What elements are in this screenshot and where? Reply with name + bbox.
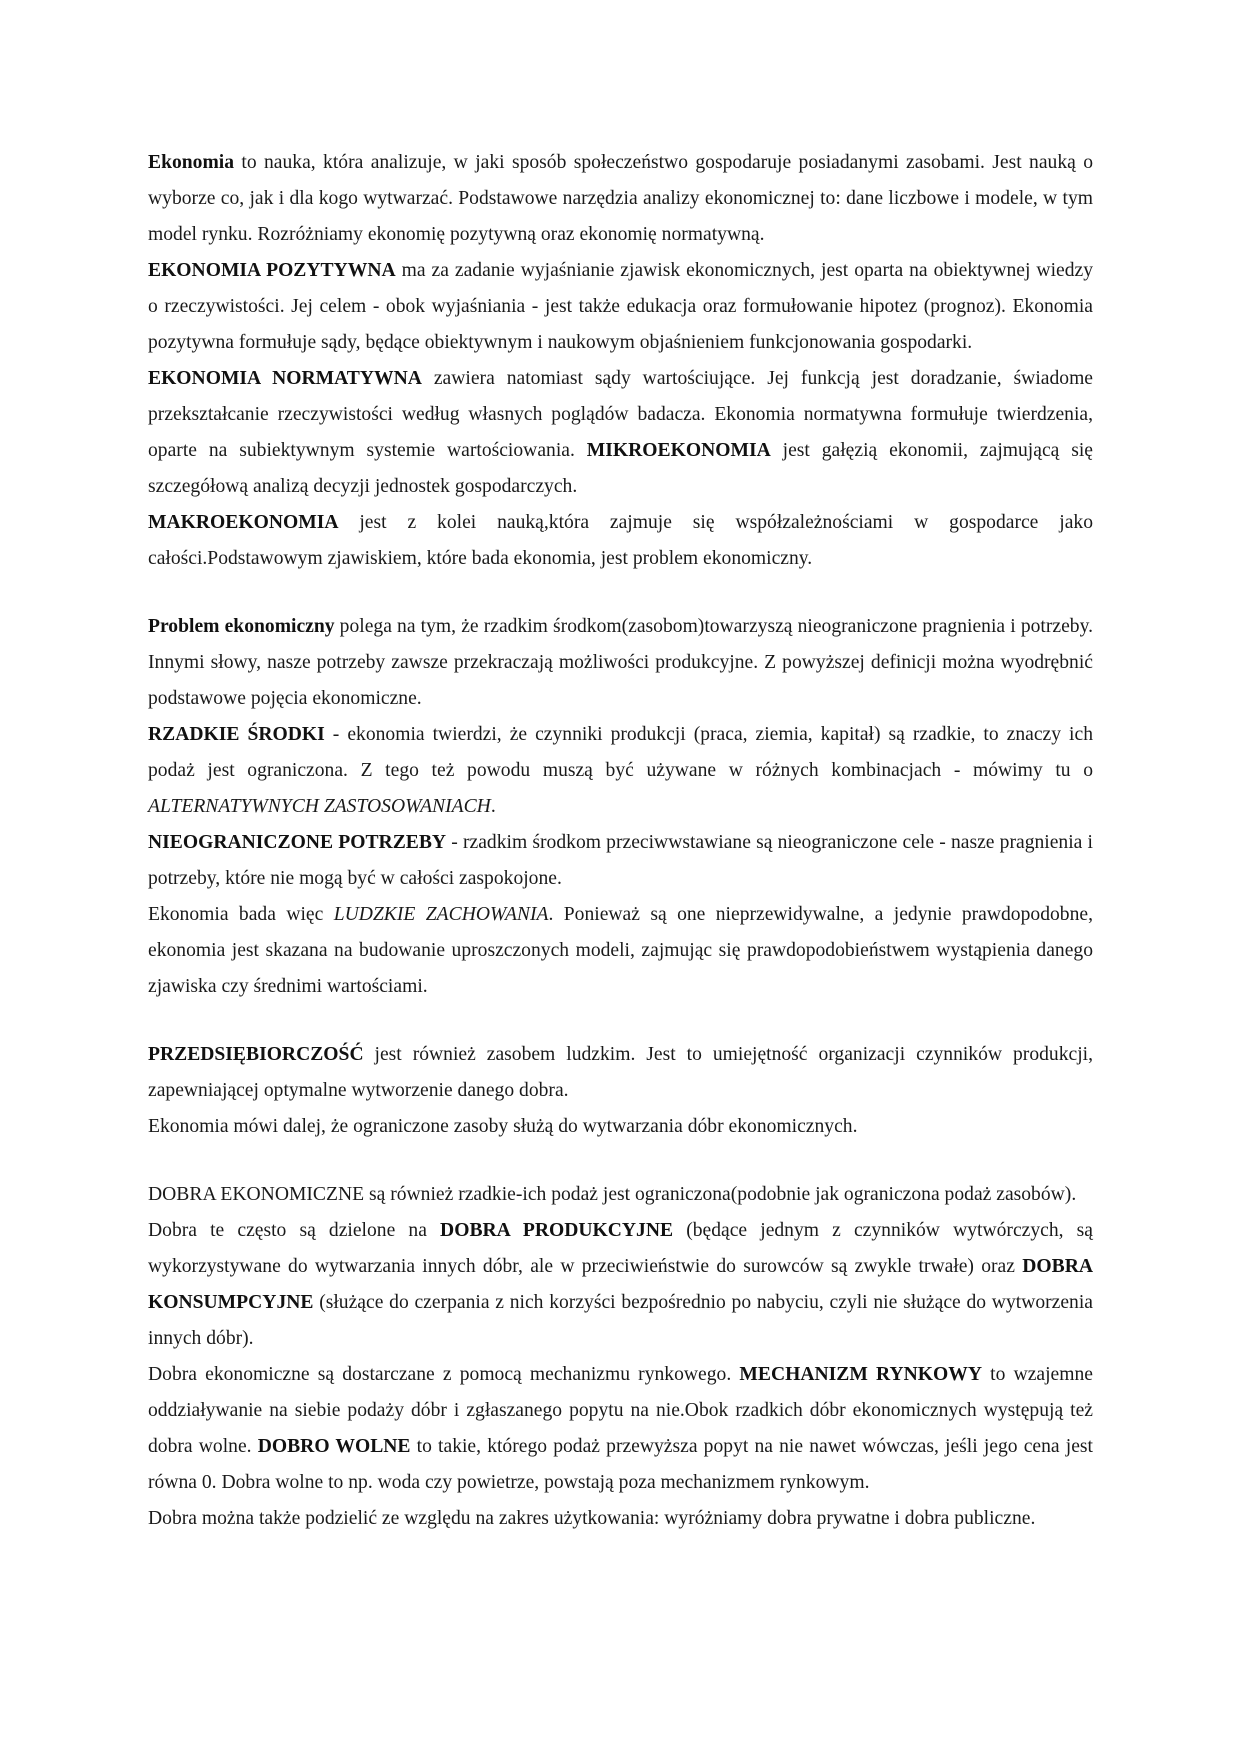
paragraph (148, 145, 1093, 253)
paragraph (148, 1213, 1093, 1357)
document-body (148, 145, 1093, 1537)
paragraph (148, 361, 1093, 505)
bold-term: DOBRO WOLNE (257, 1436, 411, 1457)
bold-term: DOBRA PRODUKCYJNE (440, 1220, 674, 1241)
paragraph (148, 1177, 1093, 1213)
text-run: (służące do czerpania z nich korzyści bezpośrednio po nabyciu, czyli nie służące do wytworzenia innych dóbr). (148, 1292, 1093, 1349)
text-run: Dobra te często są dzielone na (148, 1220, 441, 1241)
text-run: - rzadkim środkom przeciwwstawiane są nieograniczone cele - nasze pragnienia i potrzeby, które nie mogą być w całości zaspokojone. (148, 832, 1094, 889)
text-run: ma za zadanie wyjaśnianie zjawisk ekonomicznych, jest oparta na obiektywnej wiedzy o rzeczywistości. Jej celem - obok wyjaśniania - jest także edukacja oraz formułowanie hipotez (prognoz). Ekonomia pozytywna formułuje sądy, będące obiektywnym i naukowym objaśnieniem funkcjonowania gospodarki. (148, 260, 1093, 353)
bold-term: Ekonomia (148, 152, 235, 173)
text-run: Ekonomia mówi dalej, że ograniczone zasoby służą do wytwarzania dóbr ekonomicznych. (148, 1116, 858, 1137)
text-run: jest z kolei nauką,która zajmuje się współzależnościami w gospodarce jako całości.Podstawowym zjawiskiem, które bada ekonomia, jest problem ekonomiczny. (148, 512, 1093, 569)
bold-term: PRZEDSIĘBIORCZOŚĆ (148, 1044, 364, 1065)
text-run: zawiera natomiast sądy wartościujące. Jej funkcją jest doradzanie, świadome przekształcanie rzeczywistości według własnych poglądów badacza. Ekonomia normatywna formułuje twierdzenia, oparte na subiektywnym systemie wartościowania. (148, 368, 1093, 461)
paragraph (148, 1037, 1093, 1109)
paragraph-spacer (148, 1145, 1093, 1177)
text-run: polega na tym, że rzadkim środkom(zasobom)towarzyszą nieograniczone pragnienia i potrzeby. Innymi słowy, nasze potrzeby zawsze przekraczają możliwości produkcyjne. Z powyższej definicji można wyodrębnić podstawowe pojęcia ekonomiczne. (148, 616, 1093, 709)
paragraph (148, 825, 1093, 897)
text-run: Dobra ekonomiczne są dostarczane z pomocą mechanizmu rynkowego. (148, 1364, 740, 1385)
paragraph (148, 253, 1093, 361)
bold-term: NIEOGRANICZONE POTRZEBY (148, 832, 447, 853)
paragraph (148, 1501, 1093, 1537)
bold-term: MAKROEKONOMIA (148, 512, 339, 533)
bold-term: MECHANIZM RYNKOWY (739, 1364, 982, 1385)
text-run: . (490, 796, 496, 817)
bold-term: DOBRA KONSUMPCYJNE (148, 1256, 1093, 1313)
text-run: (będące jednym z czynników wytwórczych, są wykorzystywane do wytwarzania innych dóbr, ale w przeciwieństwie do surowców są zwykle trwałe) oraz (148, 1220, 1093, 1277)
paragraph (148, 1357, 1093, 1501)
text-run: Ekonomia bada więc (148, 904, 334, 925)
bold-term: EKONOMIA POZYTYWNA (148, 260, 396, 281)
paragraph-spacer (148, 1005, 1093, 1037)
italic-term: ALTERNATYWNYCH ZASTOSOWANIACH (148, 796, 491, 817)
paragraph (148, 505, 1093, 577)
text-run: jest gałęzią ekonomii, zajmującą się szczegółową analizą decyzji jednostek gospodarczych. (148, 440, 1093, 497)
bold-term: EKONOMIA NORMATYWNA (148, 368, 422, 389)
bold-term: Problem ekonomiczny (148, 616, 335, 637)
italic-term: LUDZKIE ZACHOWANIA (333, 904, 549, 925)
text-run: . Ponieważ są one nieprzewidywalne, a jedynie prawdopodobne, ekonomia jest skazana na budowanie uproszczonych modeli, zajmując się prawdopodobieństwem wystąpienia danego zjawiska czy średnimi wartościami. (148, 904, 1093, 997)
paragraph-spacer (148, 577, 1093, 609)
text-run: to takie, którego podaż przewyższa popyt na nie nawet wówczas, jeśli jego cena jest równa 0. Dobra wolne to np. woda czy powietrze, powstają poza mechanizmem rynkowym. (148, 1436, 1093, 1493)
paragraph (148, 717, 1093, 825)
text-run: to nauka, która analizuje, w jaki sposób społeczeństwo gospodaruje posiadanymi zasobami. Jest nauką o wyborze co, jak i dla kogo wytwarzać. Podstawowe narzędzia analizy ekonomicznej to: dane liczbowe i modele, w tym model rynku. Rozróżniamy ekonomię pozytywną oraz ekonomię normatywną. (148, 152, 1093, 245)
bold-term: MIKROEKONOMIA (586, 440, 771, 461)
text-run: - ekonomia twierdzi, że czynniki produkcji (praca, ziemia, kapitał) są rzadkie, to znaczy ich podaż jest ograniczona. Z tego też powodu muszą być używane w różnych kombinacjach - mówimy tu o (148, 724, 1093, 781)
paragraph (148, 609, 1093, 717)
text-run: to wzajemne oddziaływanie na siebie podaży dóbr i zgłaszanego popytu na nie.Obok rzadkich dóbr ekonomicznych występują też dobra wolne. (148, 1364, 1093, 1457)
text-run: DOBRA EKONOMICZNE są również rzadkie-ich podaż jest ograniczona(podobnie jak ograniczona podaż zasobów). (148, 1184, 1077, 1205)
bold-term: RZADKIE ŚRODKI (148, 724, 325, 745)
text-run: jest również zasobem ludzkim. Jest to umiejętność organizacji czynników produkcji, zapewniającej optymalne wytworzenie danego dobra. (148, 1044, 1093, 1101)
text-run: Dobra można także podzielić ze względu na zakres użytkowania: wyróżniamy dobra prywatne i dobra publiczne. (148, 1508, 1036, 1529)
paragraph (148, 897, 1093, 1005)
paragraph (148, 1109, 1093, 1145)
